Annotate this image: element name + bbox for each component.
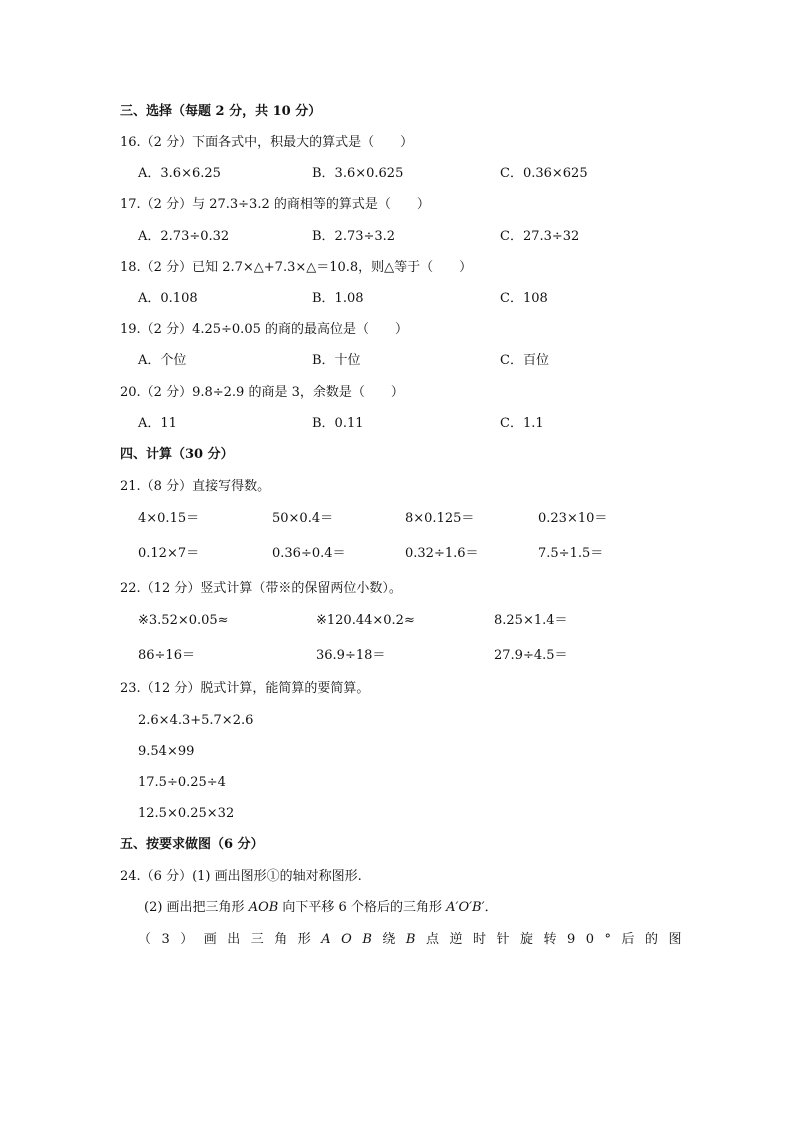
q24-part-3 xyxy=(138,931,692,949)
q17-option-b[interactable]: B．2.73÷3.2 xyxy=(312,229,396,244)
q22-item: 27.9÷4.5＝ xyxy=(494,648,568,663)
question-22: 22.（12 分）竖式计算（带※的保留两位小数）。 xyxy=(120,581,402,596)
q20-option-c[interactable]: C．1.1 xyxy=(500,416,544,431)
q21-item: 8×0.125＝ xyxy=(405,511,475,526)
section-title-calc: 四、计算（30 分） xyxy=(120,447,234,462)
q16-option-c[interactable]: C．0.36×625 xyxy=(500,166,588,181)
q18-option-b[interactable]: B．1.08 xyxy=(312,291,364,306)
q17-option-a[interactable]: A．2.73÷0.32 xyxy=(138,229,230,244)
q24-part-2 xyxy=(144,899,498,917)
question-16: 16.（2 分）下面各式中，积最大的算式是（ ） xyxy=(120,135,414,150)
q21-item: 4×0.15＝ xyxy=(138,511,200,526)
q20-option-b[interactable]: B．0.11 xyxy=(312,416,364,431)
q19-option-a[interactable]: A．个位 xyxy=(138,353,187,368)
q18-option-c[interactable]: C．108 xyxy=(500,291,548,306)
q21-item: 0.36÷0.4＝ xyxy=(272,546,346,561)
section-title-draw: 五、按要求做图（6 分） xyxy=(120,837,264,852)
q24-var-aob-prime: A′O′B′ xyxy=(446,900,485,915)
q22-item: ※3.52×0.05≈ xyxy=(138,613,229,628)
q17-option-c[interactable]: C．27.3÷32 xyxy=(500,229,580,244)
question-21: 21.（8 分）直接写得数。 xyxy=(120,479,271,494)
section-title-choice: 三、选择（每题 2 分，共 10 分） xyxy=(120,104,322,119)
q23-item: 9.54×99 xyxy=(138,744,195,759)
q23-item: 12.5×0.25×32 xyxy=(138,806,235,821)
q24-var-aob: AOB xyxy=(321,932,383,947)
q16-option-a[interactable]: A．3.6×6.25 xyxy=(138,166,221,181)
question-18: 18.（2 分）已知 2.7×△+7.3×△＝10.8，则△等于（ ） xyxy=(120,260,473,275)
q23-item: 17.5÷0.25÷4 xyxy=(138,775,226,790)
q21-item: 7.5÷1.5＝ xyxy=(538,546,604,561)
q18-option-a[interactable]: A．0.108 xyxy=(138,291,198,306)
question-19: 19.（2 分）4.25÷0.05 的商的最高位是（ ） xyxy=(120,322,408,337)
q24-part-2-text: 向下平移 6 个格后的三角形 xyxy=(278,900,447,915)
q21-item: 50×0.4＝ xyxy=(272,511,334,526)
question-24: 24.（6 分）(1) 画出图形①的轴对称图形. xyxy=(120,869,362,884)
q24-var-b: B xyxy=(405,932,426,947)
question-20: 20.（2 分）9.8÷2.9 的商是 3，余数是（ ） xyxy=(120,385,404,400)
q24-part-2-text: (2) 画出把三角形 xyxy=(144,900,249,915)
question-17: 17.（2 分）与 27.3÷3.2 的商相等的算式是（ ） xyxy=(120,197,430,212)
q22-item: ※120.44×0.2≈ xyxy=(316,613,415,628)
q24-part-2-text: ． xyxy=(484,900,498,915)
q16-option-b[interactable]: B．3.6×0.625 xyxy=(312,166,404,181)
question-23: 23.（12 分）脱式计算，能简算的要简算。 xyxy=(120,681,370,696)
q22-item: 8.25×1.4＝ xyxy=(494,613,568,628)
q24-part-3-text: （3）画出三角形 xyxy=(138,932,322,947)
q23-item: 2.6×4.3+5.7×2.6 xyxy=(138,713,254,728)
q24-part-3-text: 点逆时针旋转90°后的图 xyxy=(425,932,693,947)
q24-part-3-text: 绕 xyxy=(382,932,406,947)
q21-item: 0.12×7＝ xyxy=(138,546,200,561)
q20-option-a[interactable]: A．11 xyxy=(138,416,177,431)
q21-item: 0.32÷1.6＝ xyxy=(405,546,479,561)
q21-item: 0.23×10＝ xyxy=(538,511,608,526)
q22-item: 36.9÷18＝ xyxy=(316,648,386,663)
q22-item: 86÷16＝ xyxy=(138,648,195,663)
q24-var-aob: AOB xyxy=(248,900,279,915)
q19-option-c[interactable]: C．百位 xyxy=(500,353,549,368)
q19-option-b[interactable]: B．十位 xyxy=(312,353,361,368)
